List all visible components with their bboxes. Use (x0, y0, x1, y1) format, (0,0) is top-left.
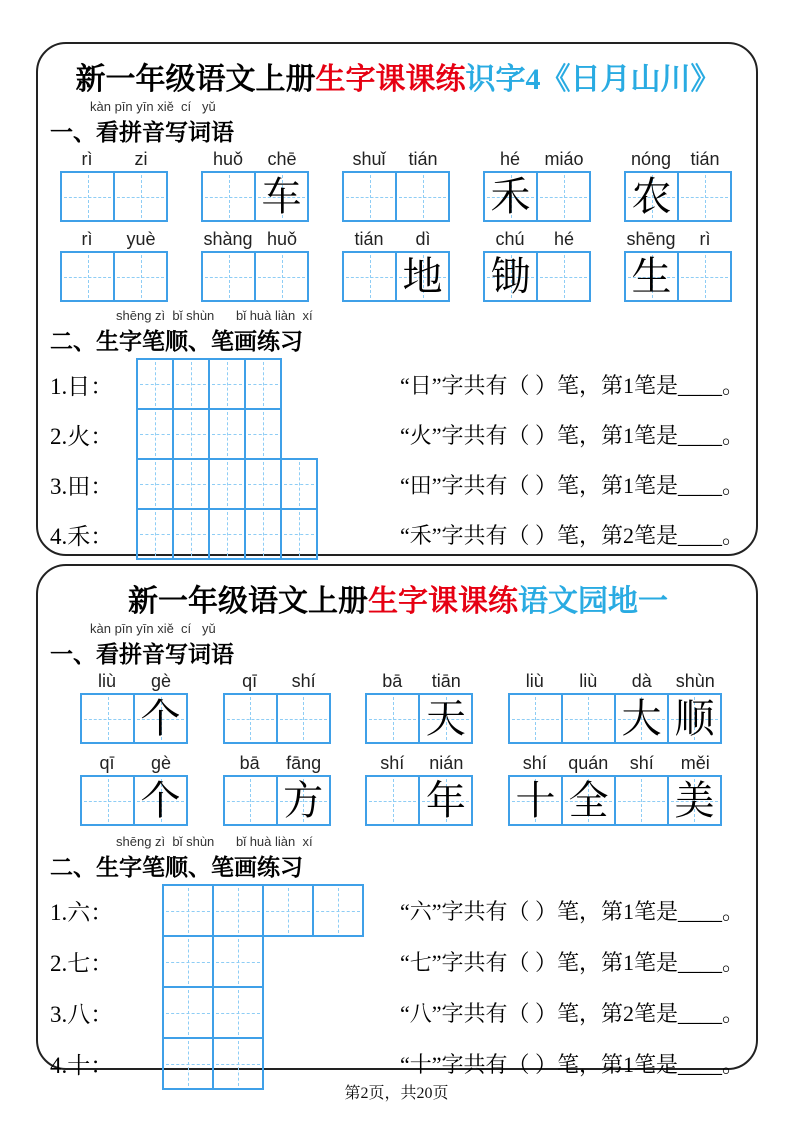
stroke-question-text: “十”字共有（ ）笔，第1笔是____。 (399, 1052, 744, 1077)
pinyin-labels (365, 671, 473, 693)
practice-cell (208, 460, 244, 508)
grid-cell-empty (510, 695, 561, 742)
practice-line (50, 408, 746, 460)
word-row (60, 229, 732, 302)
grid-character: 方 (283, 777, 324, 823)
pinyin-labels (60, 149, 168, 171)
practice-cell (164, 988, 212, 1037)
grid-character: 顺 (674, 695, 715, 741)
pinyin-word (624, 149, 732, 222)
writing-grid (508, 775, 722, 826)
pinyin-word (60, 149, 168, 222)
grid-character: 禾 (490, 173, 531, 219)
stroke-practice-lines (50, 884, 746, 1090)
grid-cell-empty (561, 695, 614, 742)
practice-cell (244, 410, 280, 458)
practice-character-label: 2.火： (50, 423, 114, 449)
pinyin-syllable: hé (499, 149, 521, 169)
section2-heading: 二、生字笔顺、笔画练习 (50, 329, 303, 354)
word-row (80, 671, 722, 744)
writing-grid (60, 251, 168, 302)
pinyin-labels (223, 671, 331, 693)
worksheet-panel-top (36, 42, 758, 556)
practice-cell (164, 937, 212, 986)
pinyin-syllable: nóng (630, 149, 672, 169)
section2-pinyin-header: shēng zì bǐ shùn bǐ huà liàn xí (116, 834, 313, 849)
pinyin-syllable: hé (553, 229, 575, 249)
pinyin-word (483, 149, 591, 222)
grid-cell-filled (626, 173, 677, 220)
practice-cell (138, 410, 172, 458)
writing-grid (223, 693, 331, 744)
pinyin-syllable: tián (354, 229, 384, 249)
pinyin-word (342, 229, 450, 302)
pinyin-syllable: rì (81, 229, 93, 249)
practice-cell (208, 360, 244, 408)
practice-cell (262, 886, 312, 935)
pinyin-word (365, 671, 473, 744)
pinyin-labels (201, 149, 309, 171)
title-part-black: 新一年级语文上册 (75, 63, 316, 96)
grid-cell-empty (536, 173, 589, 220)
grid-cell-filled (626, 253, 677, 300)
practice-cell (280, 510, 316, 558)
pinyin-labels (80, 671, 188, 693)
grid-cell-filled (485, 253, 536, 300)
pinyin-word (201, 149, 309, 222)
pinyin-word (223, 753, 331, 826)
pinyin-syllable: liù (525, 671, 544, 691)
title-part-red: 生字课课练 (368, 585, 518, 618)
pinyin-syllable: tián (408, 149, 438, 169)
grid-cell-filled (667, 695, 720, 742)
pinyin-syllable: shí (629, 753, 654, 773)
grid-cell-empty (203, 253, 254, 300)
grid-cell-filled (510, 777, 561, 824)
stroke-practice-grid (136, 508, 318, 560)
practice-line (50, 508, 746, 560)
pinyin-syllable: tián (690, 149, 720, 169)
pinyin-syllable: měi (680, 753, 710, 773)
word-row (80, 753, 722, 826)
pinyin-syllable: zi (134, 149, 148, 169)
writing-grid (223, 775, 331, 826)
stroke-practice-grid (136, 358, 282, 410)
practice-cell (212, 937, 262, 986)
practice-line (50, 358, 746, 410)
pinyin-syllable: shí (522, 753, 547, 773)
grid-character: 生 (631, 253, 672, 299)
pinyin-word (342, 149, 450, 222)
pinyin-labels (201, 229, 309, 251)
title-part-blue: 识字4《日月山川》 (465, 63, 721, 96)
pinyin-syllable: nián (429, 753, 464, 773)
pinyin-syllable: shēng (626, 229, 676, 249)
stroke-question-text: “日”字共有（ ）笔，第1笔是____。 (399, 372, 744, 398)
practice-line (50, 986, 746, 1039)
practice-line (50, 458, 746, 510)
grid-cell-filled (614, 695, 667, 742)
practice-cell (280, 460, 316, 508)
writing-grid (624, 251, 732, 302)
practice-character-label: 2.七： (50, 951, 114, 976)
grid-character: 个 (140, 777, 181, 823)
pinyin-word (60, 229, 168, 302)
section2-heading: 二、生字笔顺、笔画练习 (50, 855, 303, 880)
grid-cell-empty (677, 253, 730, 300)
writing-grid (60, 171, 168, 222)
word-grid-rows (50, 671, 746, 826)
pinyin-labels (624, 149, 732, 171)
grid-character: 天 (425, 695, 466, 741)
grid-cell-filled (561, 777, 614, 824)
pinyin-syllable: chú (495, 229, 525, 249)
pinyin-labels (60, 229, 168, 251)
grid-character: 锄 (490, 253, 531, 299)
grid-character: 地 (402, 253, 443, 299)
pinyin-syllable: shàng (203, 229, 253, 249)
pinyin-word (223, 671, 331, 744)
practice-character-label: 1.六： (50, 900, 114, 925)
practice-cell (172, 360, 208, 408)
stroke-practice-grid (162, 935, 264, 988)
grid-cell-empty (367, 695, 418, 742)
pinyin-syllable: liù (97, 671, 116, 691)
practice-cell (138, 460, 172, 508)
pinyin-labels (342, 149, 450, 171)
pinyin-syllable: miáo (544, 149, 584, 169)
pinyin-labels (223, 753, 331, 775)
grid-cell-empty (367, 777, 418, 824)
grid-cell-filled (485, 173, 536, 220)
stroke-question-text: “田”字共有（ ）笔，第1笔是____。 (399, 472, 744, 498)
practice-cell (244, 460, 280, 508)
worksheet-panel-bottom (36, 564, 758, 1078)
stroke-practice-lines (50, 358, 746, 560)
writing-grid (342, 171, 450, 222)
grid-cell-empty (614, 777, 667, 824)
practice-cell (212, 886, 262, 935)
pinyin-labels (483, 149, 591, 171)
stroke-practice-grid (136, 408, 282, 460)
pinyin-word (80, 671, 188, 744)
section1-heading: 一、看拼音写词语 (50, 642, 234, 667)
section1-heading: 一、看拼音写词语 (50, 120, 234, 145)
grid-cell-empty (82, 695, 133, 742)
practice-line (50, 935, 746, 988)
stroke-question-text: “七”字共有（ ）笔，第1笔是____。 (399, 950, 744, 975)
stroke-question-text: “六”字共有（ ）笔，第1笔是____。 (399, 899, 744, 924)
grid-cell-empty (203, 173, 254, 220)
stroke-practice-grid (162, 884, 364, 937)
practice-cell (244, 360, 280, 408)
pinyin-labels (624, 229, 732, 251)
grid-cell-empty (677, 173, 730, 220)
pinyin-syllable: huǒ (266, 229, 298, 249)
writing-grid (201, 171, 309, 222)
grid-character: 个 (140, 695, 181, 741)
pinyin-syllable: shí (291, 671, 316, 691)
practice-cell (138, 510, 172, 558)
pinyin-syllable: qī (99, 753, 115, 773)
pinyin-syllable: rì (81, 149, 93, 169)
writing-grid (483, 171, 591, 222)
practice-character-label: 3.田： (50, 473, 114, 499)
pinyin-syllable: liù (579, 671, 598, 691)
pinyin-word (80, 753, 188, 826)
pinyin-syllable: gè (150, 671, 172, 691)
grid-cell-empty (62, 173, 113, 220)
page-number-footer: 第2页，共20页 (344, 1085, 449, 1102)
writing-grid (365, 693, 473, 744)
stroke-question-text: “禾”字共有（ ）笔，第2笔是____。 (399, 522, 744, 548)
title-part-red: 生字课课练 (315, 63, 466, 96)
practice-cell (208, 410, 244, 458)
practice-cell (244, 510, 280, 558)
pinyin-syllable: quán (568, 753, 609, 773)
practice-character-label: 4.禾： (50, 523, 114, 549)
grid-cell-filled (395, 253, 448, 300)
writing-grid (342, 251, 450, 302)
pinyin-syllable: shuǐ (352, 149, 386, 169)
panel-title (50, 54, 746, 98)
grid-character: 全 (568, 777, 609, 823)
title-part-black: 新一年级语文上册 (128, 585, 368, 618)
grid-cell-empty (344, 173, 395, 220)
grid-cell-filled (418, 695, 471, 742)
stroke-practice-grid (136, 458, 318, 510)
grid-cell-empty (62, 253, 113, 300)
writing-grid (483, 251, 591, 302)
pinyin-syllable: bā (382, 671, 403, 691)
grid-cell-empty (113, 253, 166, 300)
pinyin-labels (508, 671, 722, 693)
pinyin-labels (365, 753, 473, 775)
grid-character: 大 (621, 695, 662, 741)
practice-cell (208, 510, 244, 558)
section1-pinyin-header: kàn pīn yīn xiě cí yǔ (90, 99, 216, 114)
grid-cell-filled (254, 173, 307, 220)
grid-character: 车 (261, 173, 302, 219)
writing-grid (80, 775, 188, 826)
grid-character: 十 (515, 777, 556, 823)
writing-grid (80, 693, 188, 744)
grid-character: 年 (425, 777, 466, 823)
grid-cell-empty (344, 253, 395, 300)
pinyin-labels (342, 229, 450, 251)
pinyin-labels (483, 229, 591, 251)
pinyin-labels (80, 753, 188, 775)
practice-line (50, 884, 746, 937)
writing-grid (624, 171, 732, 222)
pinyin-syllable: shùn (675, 671, 715, 691)
pinyin-syllable: yuè (126, 229, 156, 249)
pinyin-word (483, 229, 591, 302)
section2-pinyin-header: shēng zì bǐ shùn bǐ huà liàn xí (116, 308, 313, 323)
grid-cell-filled (133, 777, 186, 824)
pinyin-syllable: huǒ (212, 149, 244, 169)
section1-pinyin-header: kàn pīn yīn xiě cí yǔ (90, 621, 216, 636)
practice-cell (164, 886, 212, 935)
pinyin-word (201, 229, 309, 302)
practice-cell (312, 886, 362, 935)
grid-cell-empty (225, 695, 276, 742)
stroke-question-text: “火”字共有（ ）笔，第1笔是____。 (399, 422, 744, 448)
grid-cell-filled (667, 777, 720, 824)
grid-cell-empty (254, 253, 307, 300)
pinyin-word (365, 753, 473, 826)
pinyin-word (508, 753, 722, 826)
practice-cell (172, 510, 208, 558)
grid-character: 农 (631, 173, 672, 219)
grid-cell-empty (276, 695, 329, 742)
practice-cell (138, 360, 172, 408)
pinyin-syllable: gè (150, 753, 172, 773)
writing-grid (201, 251, 309, 302)
grid-cell-empty (82, 777, 133, 824)
stroke-question-text: “八”字共有（ ）笔，第2笔是____。 (399, 1001, 744, 1026)
grid-cell-empty (113, 173, 166, 220)
pinyin-syllable: dà (631, 671, 652, 691)
pinyin-syllable: dì (415, 229, 431, 249)
grid-cell-filled (133, 695, 186, 742)
title-part-blue: 语文园地一 (518, 585, 668, 618)
practice-cell (172, 460, 208, 508)
pinyin-word (508, 671, 722, 744)
grid-cell-empty (536, 253, 589, 300)
pinyin-syllable: shí (380, 753, 405, 773)
panel-title (50, 576, 746, 620)
pinyin-syllable: rì (699, 229, 711, 249)
pinyin-syllable: tiān (431, 671, 461, 691)
writing-grid (508, 693, 722, 744)
grid-cell-empty (225, 777, 276, 824)
word-row (60, 149, 732, 222)
pinyin-word (624, 229, 732, 302)
pinyin-syllable: qī (242, 671, 258, 691)
word-grid-rows (50, 149, 746, 302)
grid-cell-filled (276, 777, 329, 824)
writing-grid (365, 775, 473, 826)
practice-character-label: 3.八： (50, 1002, 114, 1027)
pinyin-syllable: fāng (286, 753, 322, 773)
pinyin-syllable: bā (239, 753, 260, 773)
practice-cell (172, 410, 208, 458)
stroke-practice-grid (162, 986, 264, 1039)
pinyin-labels (508, 753, 722, 775)
practice-cell (212, 988, 262, 1037)
practice-character-label: 4.十： (50, 1053, 114, 1078)
practice-character-label: 1.日： (50, 373, 114, 399)
grid-cell-filled (418, 777, 471, 824)
grid-character: 美 (674, 777, 715, 823)
grid-cell-empty (395, 173, 448, 220)
pinyin-syllable: chē (267, 149, 297, 169)
